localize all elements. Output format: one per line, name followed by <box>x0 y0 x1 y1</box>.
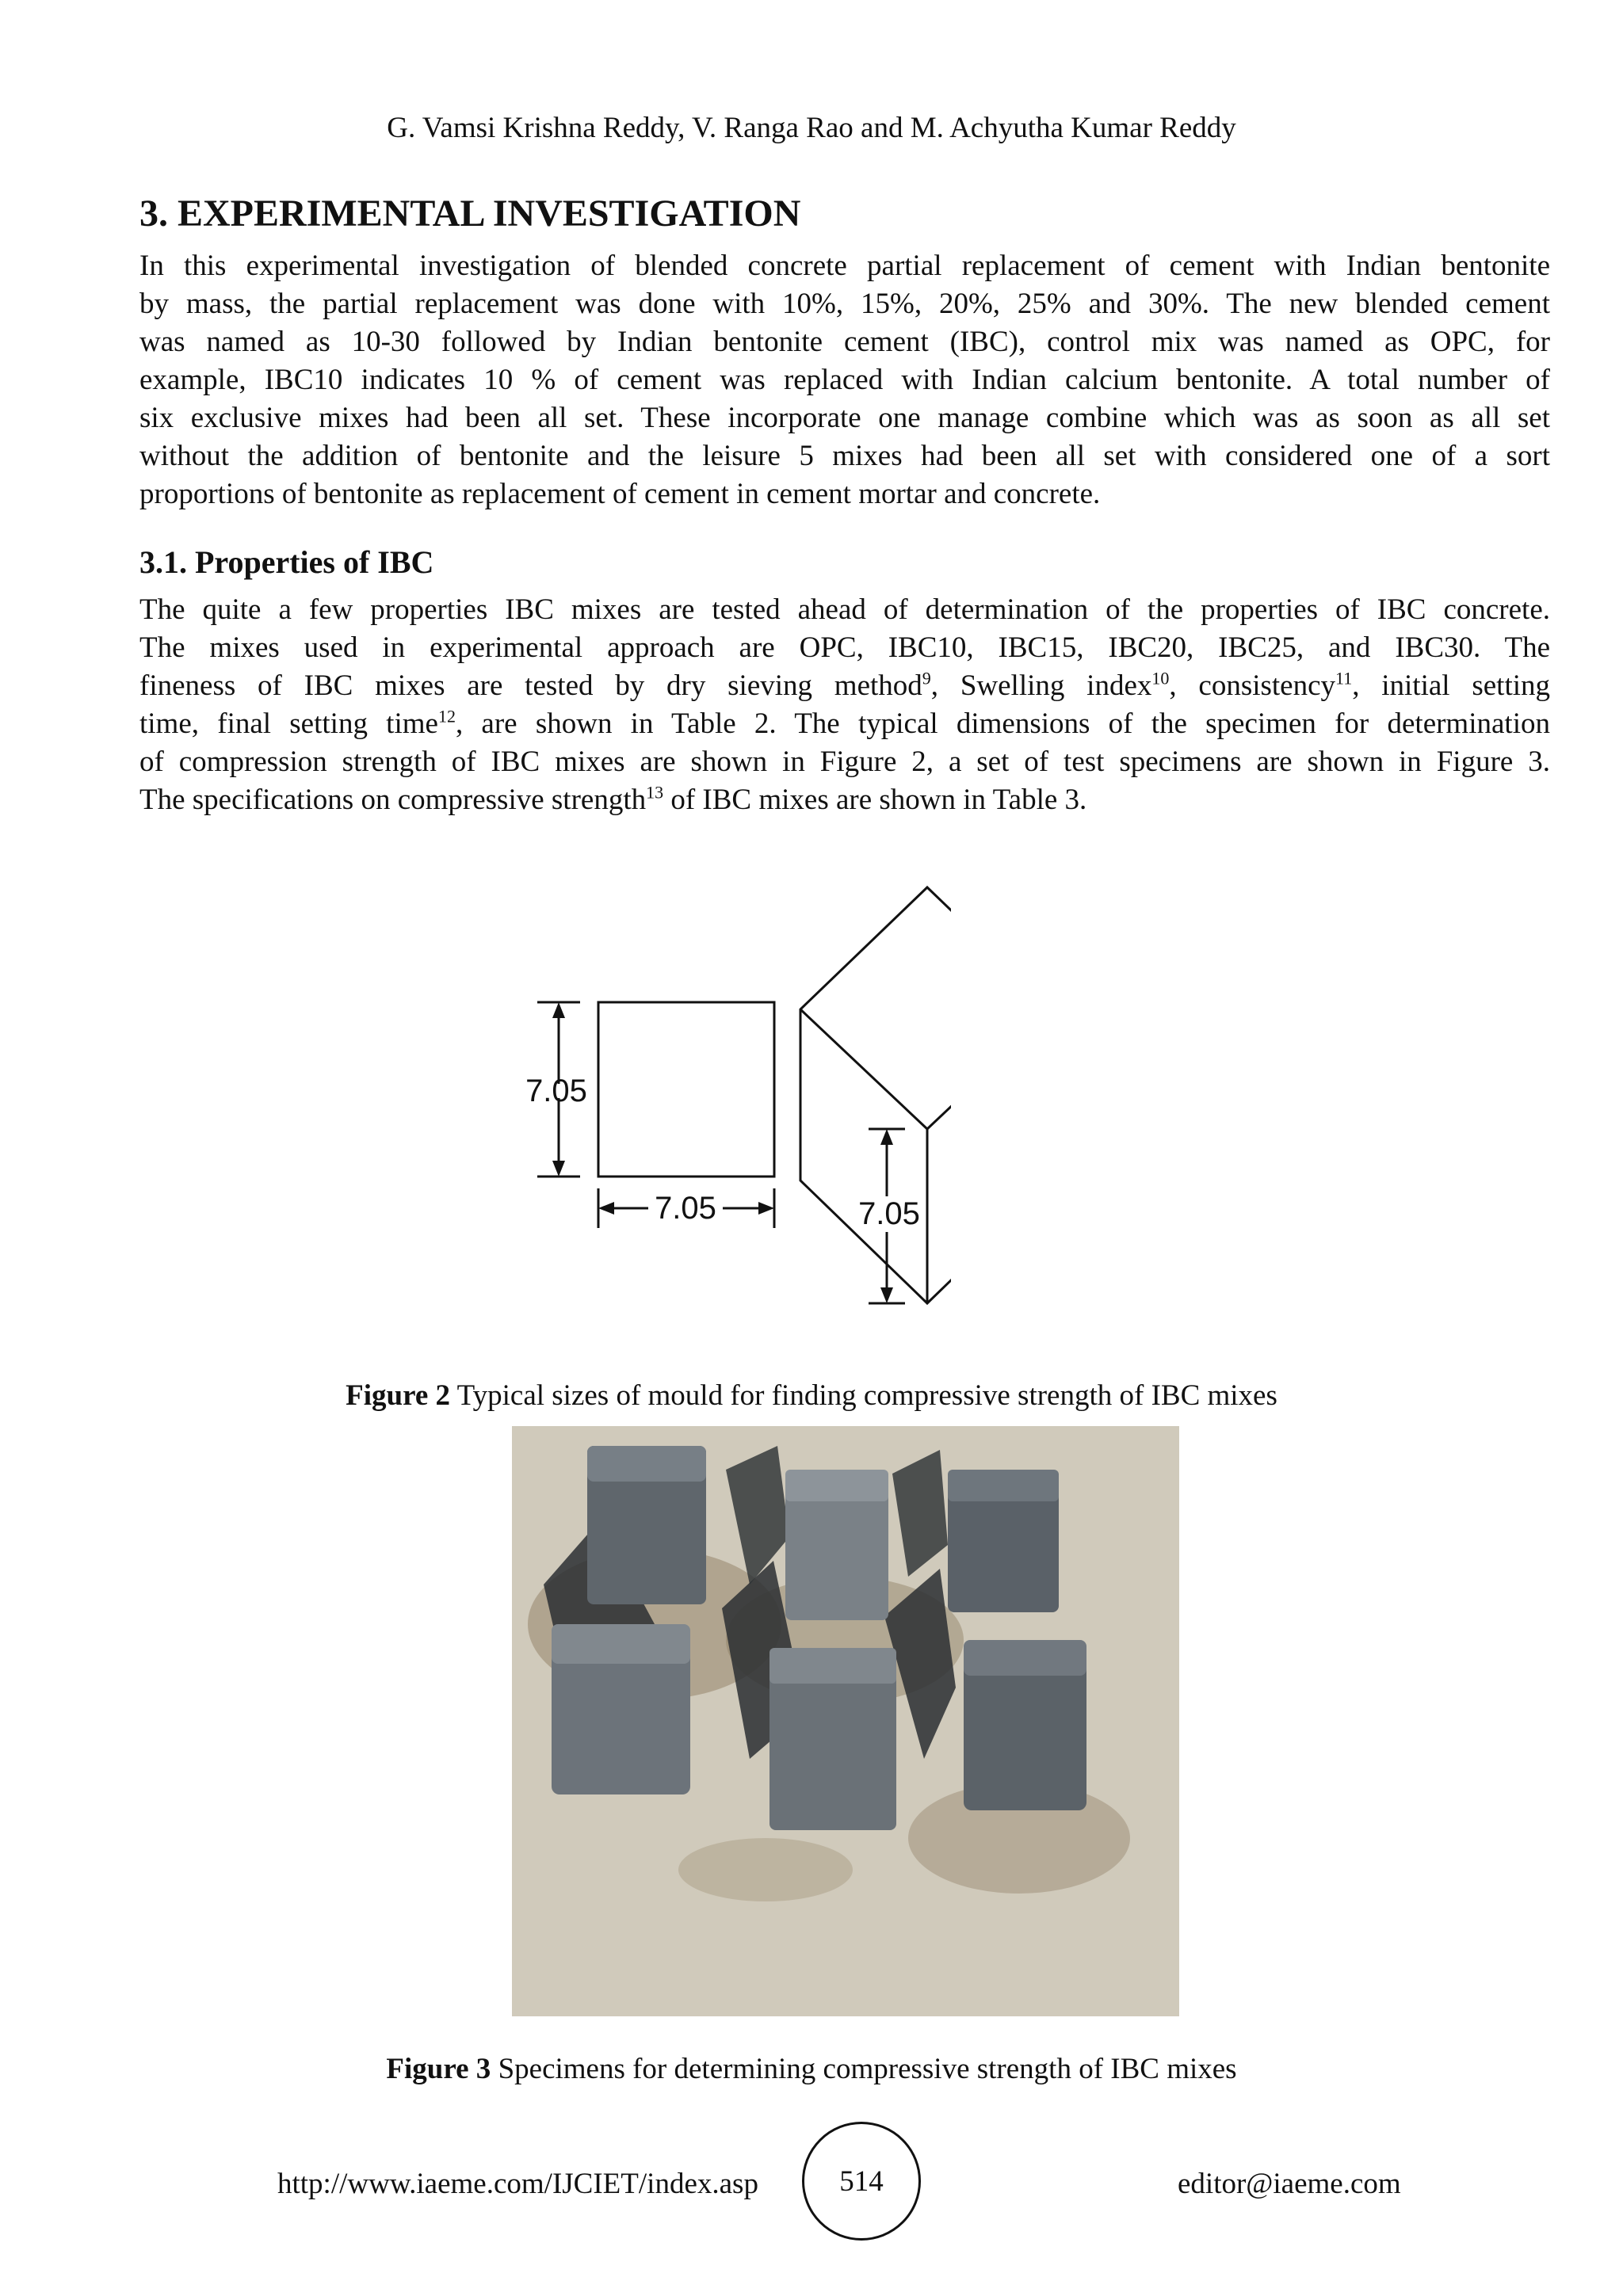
subsection-heading: 3.1. Properties of IBC <box>139 544 434 580</box>
paragraph-line: was named as 10-30 followed by Indian bentonite cement (IBC), control mix was named as OPC, for <box>139 326 1550 358</box>
reference-superscript: 9 <box>922 668 931 688</box>
dimension-label: 7.05 <box>525 1074 587 1108</box>
footer-email-link[interactable]: editor@iaeme.com <box>1178 2168 1401 2200</box>
paragraph-line: proportions of bentonite as replacement of cement in cement mortar and concrete. <box>139 478 1101 510</box>
dimension-label: 7.05 <box>858 1196 920 1231</box>
footer-url-link[interactable]: http://www.iaeme.com/IJCIET/index.asp <box>277 2168 758 2200</box>
section-paragraph <box>139 247 1550 513</box>
paragraph-line: The specifications on compressive strength$^{13}$ of IBC mixes are shown in Table 3. <box>139 782 1087 816</box>
paragraph-line: In this experimental investigation of blended concrete partial replacement of cement with Indian bentonite <box>139 250 1550 282</box>
paragraph-line: six exclusive mixes had been all set. These incorporate one manage combine which was as soon as all set <box>139 402 1550 434</box>
subsection-paragraph <box>139 591 1550 819</box>
paragraph-line: The mixes used in experimental approach are OPC, IBC10, IBC15, IBC20, IBC25, and IBC30. The <box>139 631 1550 664</box>
reference-superscript: 11 <box>1335 668 1353 688</box>
running-header: G. Vamsi Krishna Reddy, V. Ranga Rao and M. Achyutha Kumar Reddy <box>387 112 1236 144</box>
paragraph-line: The quite a few properties IBC mixes are tested ahead of determination of the properties of IBC concrete. <box>139 593 1550 626</box>
paragraph-line: without the addition of bentonite and the leisure 5 mixes had been all set with considered one of a sort <box>139 440 1550 472</box>
page-number: 514 <box>802 2122 921 2241</box>
figure-3-caption: Figure 3 Specimens for determining compressive strength of IBC mixes <box>386 2053 1237 2085</box>
reference-superscript: 13 <box>646 782 664 803</box>
figure-2-caption: Figure 2 Typical sizes of mould for finding compressive strength of IBC mixes <box>346 1379 1277 1412</box>
paragraph-line: example, IBC10 indicates 10 % of cement was replaced with Indian calcium bentonite. A total number of <box>139 364 1550 396</box>
dimension-label: 7.05 <box>655 1191 716 1226</box>
paragraph-line: time, final setting time$^{12}$, are shown in Table 2. The typical dimensions of the specimen for determination <box>139 706 1550 740</box>
paragraph-line: by mass, the partial replacement was done with 10%, 15%, 20%, 25% and 30%. The new blended cement <box>139 288 1550 320</box>
mould-drawing <box>507 871 951 1315</box>
paragraph-line: fineness of IBC mixes are tested by dry sieving method$^9$, Swelling index$^{10}$, consistency$^{11}$, initial setting <box>139 668 1551 702</box>
reference-superscript: 12 <box>437 706 456 727</box>
paragraph-line: of compression strength of IBC mixes are shown in Figure 2, a set of test specimens are shown in Figure 3. <box>139 746 1550 778</box>
mould-square-face <box>598 1002 774 1177</box>
specimens-photo <box>512 1426 1179 2016</box>
reference-superscript: 10 <box>1151 668 1170 688</box>
section-heading: 3. EXPERIMENTAL INVESTIGATION <box>139 193 801 235</box>
